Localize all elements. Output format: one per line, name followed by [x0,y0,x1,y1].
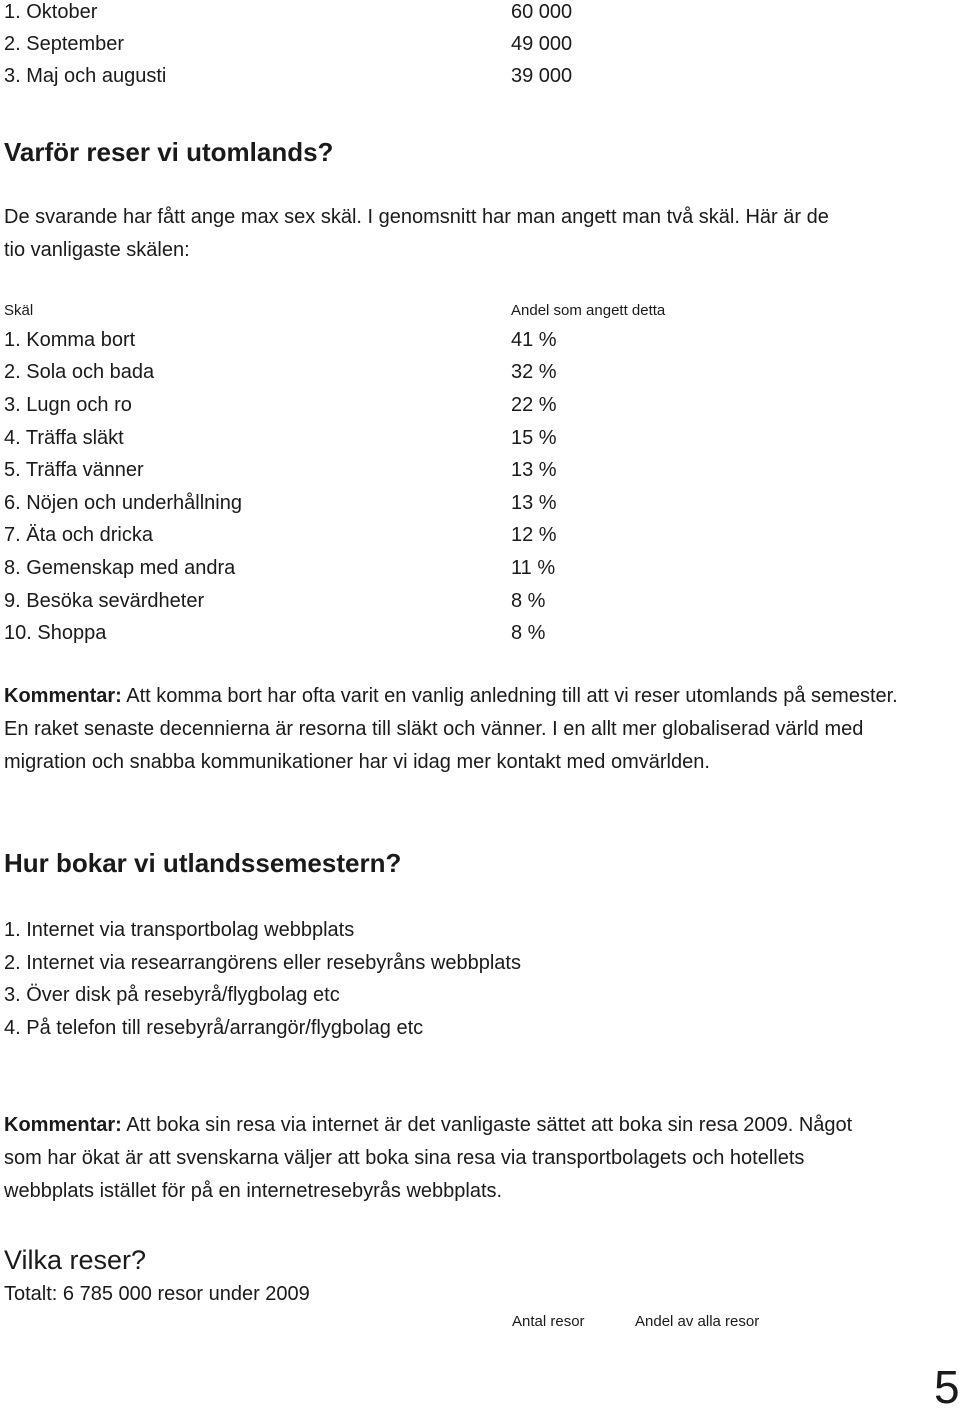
month-value: 60 000 [511,1,573,23]
reason-value: 11 % [511,557,556,579]
reason-value: 15 % [511,427,557,449]
list-item: 4. På telefon till resebyrå/arrangör/flygbolag etc [4,1017,424,1039]
col-header-count: Antal resor [512,1313,585,1330]
month-label: 3. Maj och augusti [4,65,167,87]
month-label: 2. September [4,33,125,55]
reason-label: 3. Lugn och ro [4,394,132,416]
booking-comment [4,1109,864,1208]
list-item: 2. Internet via researrangörens eller resebyråns webbplats [4,952,521,974]
month-label: 1. Oktober [4,1,98,23]
reason-label: 4. Träffa släkt [4,427,124,449]
month-value: 39 000 [511,65,573,87]
page-number: 5 [934,1361,960,1413]
trips-total: Totalt: 6 785 000 resor under 2009 [4,1283,310,1305]
reason-value: 8 % [511,622,546,644]
reason-value: 12 % [511,524,557,546]
col-header-share-all: Andel av alla resor [635,1313,760,1330]
reason-label: 6. Nöjen och underhållning [4,492,242,514]
why-comment [4,680,904,779]
reason-value: 32 % [511,361,557,383]
reason-label: 9. Besöka sevärdheter [4,590,205,612]
why-intro-line1: De svarande har fått ange max sex skäl. I genomsnitt har man angett man två skäl. Här är de [4,206,829,228]
reason-label: 10. Shoppa [4,622,107,644]
why-comment-text: Att komma bort har ofta varit en vanlig anledning till att vi reser utomlands på semester. En raket senaste decennierna är resorna till släkt och vänner. I en allt mer globaliserad värld med migration och snabba kommunikationer har vi idag mer kontakt med omvärlden. [4,685,898,773]
reason-value: 13 % [511,459,557,481]
reason-value: 22 % [511,394,557,416]
reason-value: 41 % [511,329,557,351]
list-item: 3. Över disk på resebyrå/flygbolag etc [4,984,340,1006]
col-header-share: Andel som angett detta [511,302,666,319]
reason-label: 2. Sola och bada [4,361,155,383]
month-value: 49 000 [511,33,573,55]
why-intro-line2: tio vanligaste skälen: [4,239,190,261]
why-comment-label: Kommentar: [4,685,122,707]
reason-value: 13 % [511,492,557,514]
reason-label: 8. Gemenskap med andra [4,557,236,579]
reason-label: 7. Äta och dricka [4,524,153,546]
booking-comment-label: Kommentar: [4,1114,122,1136]
booking-comment-text: Att boka sin resa via internet är det vanligaste sättet att boka sin resa 2009. Något som har ökat är att svenskarna väljer att boka sina resa via transportbolagets och hotellets webbplats istället för på en internetresebyrås webbplats. [4,1114,853,1202]
why-heading: Varför reser vi utomlands? [4,137,334,167]
reason-label: 1. Komma bort [4,329,136,351]
reason-value: 8 % [511,590,546,612]
reason-label: 5. Träffa vänner [4,459,144,481]
booking-heading: Hur bokar vi utlandssemestern? [4,848,402,878]
col-header-reason: Skäl [4,302,34,319]
list-item: 1. Internet via transportbolag webbplats [4,919,355,941]
trips-heading: Vilka reser? [4,1245,147,1275]
